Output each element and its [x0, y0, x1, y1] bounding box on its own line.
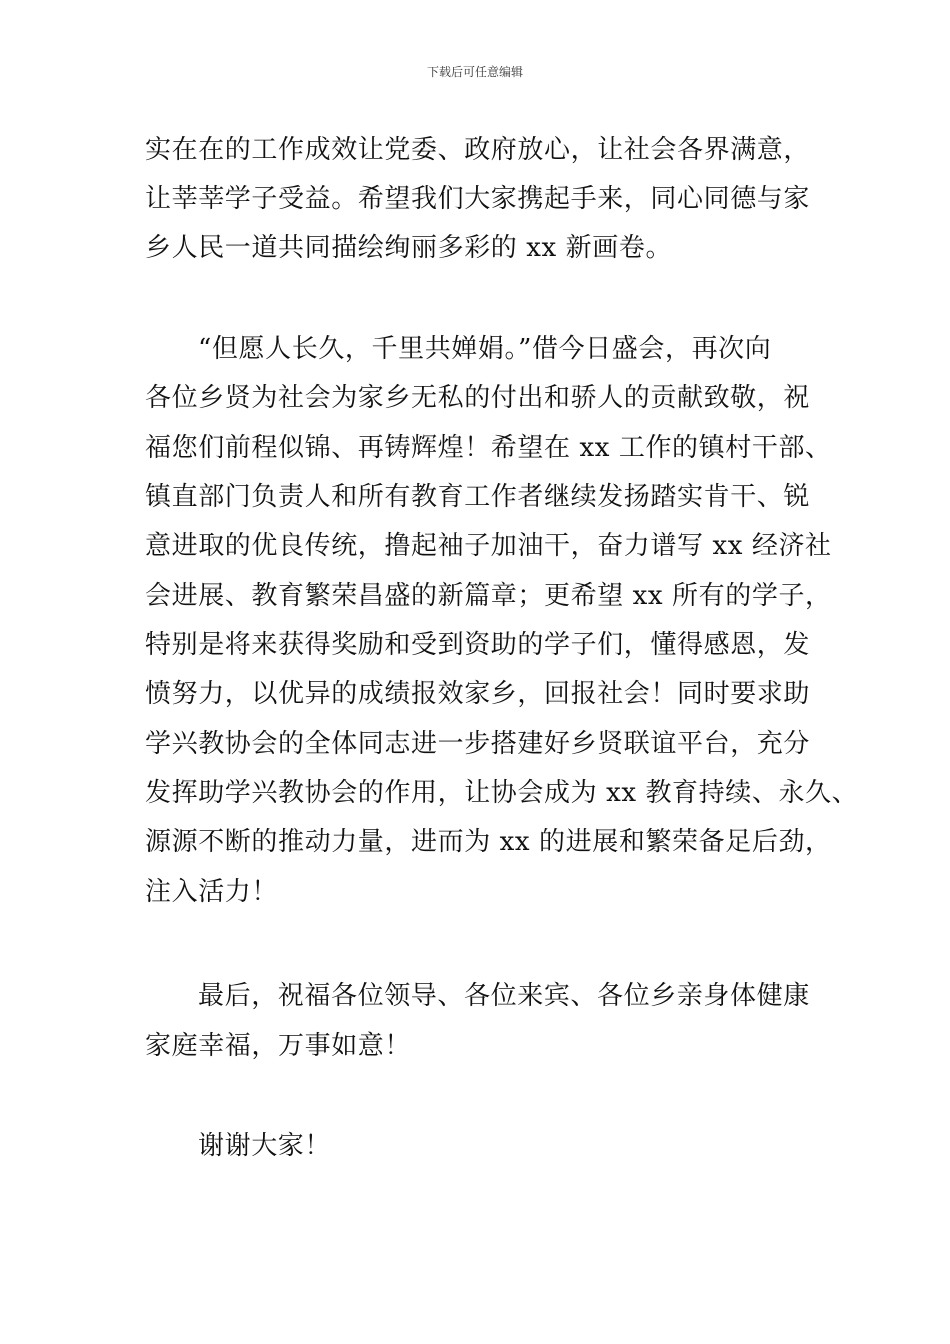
paragraph-2-line-9: 学兴教协会的全体同志进一步搭建好乡贤联谊平台，充分	[145, 729, 811, 759]
paragraph-2-line-8: 愤努力，以优异的成绩报效家乡，回报社会！同时要求助	[145, 679, 811, 709]
paragraph-2-line-10: 发挥助学兴教协会的作用，让协会成为 xx 教育持续、永久、	[145, 778, 859, 808]
paragraph-1-line-2: 让莘莘学子受益。希望我们大家携起手来，同心同德与家	[145, 184, 811, 214]
paragraph-3-line-2: 家庭幸福，万事如意！	[145, 1031, 412, 1061]
paragraph-2-line-6: 会进展、教育繁荣昌盛的新篇章；更希望 xx 所有的学子，	[145, 581, 832, 611]
paragraph-2-line-12: 注入活力！	[145, 877, 279, 907]
paragraph-2-line-2: 各位乡贤为社会为家乡无私的付出和骄人的贡献致敬，祝	[145, 383, 811, 413]
paragraph-4-line-1: 谢谢大家！	[198, 1131, 332, 1161]
paragraph-2-line-5: 意进取的优良传统，撸起袖子加油干，奋力谱写 xx 经济社	[145, 531, 832, 561]
paragraph-1-line-1: 实在在的工作成效让党委、政府放心，让社会各界满意，	[145, 135, 811, 165]
paragraph-2-line-7: 特别是将来获得奖励和受到资助的学子们，懂得感恩，发	[145, 630, 811, 660]
paragraph-1-line-3: 乡人民一道共同描绘绚丽多彩的 xx 新画卷。	[145, 233, 673, 263]
paragraph-3-line-1: 最后，祝福各位领导、各位来宾、各位乡亲身体健康	[198, 981, 810, 1011]
paragraph-2-line-1: “但愿人长久，千里共婵娟。”借今日盛会，再次向	[198, 334, 772, 364]
page-header: 下载后可任意编辑	[426, 65, 523, 79]
paragraph-2-line-3: 福您们前程似锦、再铸辉煌！希望在 xx 工作的镇村干部、	[145, 433, 832, 463]
paragraph-2-line-4: 镇直部门负责人和所有教育工作者继续发扬踏实肯干、锐	[145, 482, 811, 512]
paragraph-2-line-11: 源源不断的推动力量，进而为 xx 的进展和繁荣备足后劲，	[145, 827, 832, 857]
